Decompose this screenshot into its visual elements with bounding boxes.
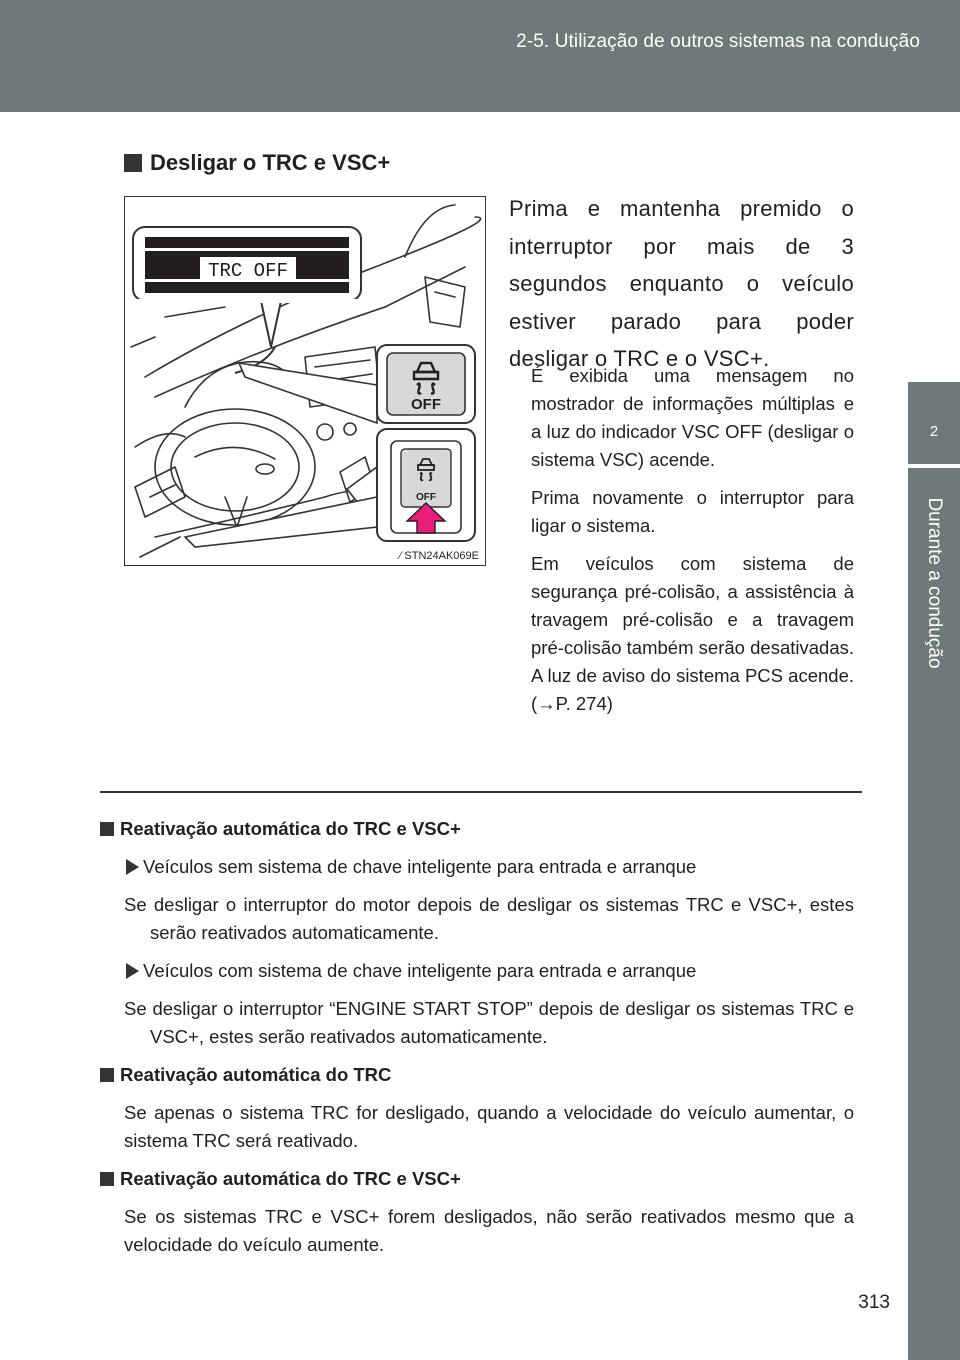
paragraph: Se os sistemas TRC e VSC+ forem desligados, não serão reativados mesmo que a velocidade do veículo aumente. [124,1206,854,1255]
display-callout [133,227,362,347]
section-title-text: Desligar o TRC e VSC+ [150,150,391,175]
main-instruction: Prima e mantenha premido o interruptor por mais de 3 segundos enquanto o veículo estiver parado para poder desligar o TRC e o VSC+. [509,196,854,371]
switch-callout-top [239,345,475,423]
switch-off-label: OFF [411,396,441,413]
note-item: Prima novamente o interruptor para ligar o sistema. [531,487,854,536]
note-item: É exibida uma mensagem no mostrador de informações múltiplas e a luz do indicador VSC OFF (desligar o sistema VSC) acende. [531,365,854,470]
chapter-label [908,468,960,698]
condition-line [100,853,854,881]
subheading-text: Reativação automática do TRC e VSC+ [120,818,461,839]
square-bullet-icon [124,154,142,172]
page-header [0,0,960,112]
note-item: Em veículos com sistema de segurança pré-colisão, a assistência à travagem pré-colisão e a travagem pré-colisão também serão desativadas. A luz de aviso do sistema PCS acende. (→P. 274) [531,553,854,714]
figure-caption-text: STN24AK069E [404,550,479,562]
supplementary-info [100,815,854,1259]
chapter-label-text: Durante a condução [924,497,945,669]
header-title: 2-5. Utilização de outros sistemas na condução [516,31,920,52]
condition-text: Veículos com sistema de chave inteligente para entrada e arranque [143,960,697,981]
figure-caption: ⁄ STN24AK069E [399,550,479,562]
notes-block [531,362,854,728]
switch-callout-bottom [185,429,475,547]
subheading [100,1165,854,1193]
paragraph: Se apenas o sistema TRC for desligado, quando a velocidade do veículo aumentar, o sistema TRC será reativado. [124,1102,854,1151]
dashboard-illustration [124,196,486,566]
trc-off-display-text: TRC OFF [208,260,288,282]
section-divider [100,791,862,793]
triangle-bullet-icon [126,963,139,979]
subheading [100,815,854,843]
square-bullet-icon [100,822,114,836]
condition-line [100,957,854,985]
subheading-text: Reativação automática do TRC [120,1064,392,1085]
chapter-number-tab: 2 [908,382,960,464]
subheading-text: Reativação automática do TRC e VSC+ [120,1168,461,1189]
square-bullet-icon [100,1068,114,1082]
condition-text: Veículos sem sistema de chave inteligente para entrada e arranque [143,856,697,877]
paragraph: Se desligar o interruptor do motor depois de desligar os sistemas TRC e VSC+, estes serão reativados automaticamente. [124,894,854,943]
page-number: 313 [858,1292,890,1313]
triangle-bullet-icon [126,859,139,875]
subheading [100,1061,854,1089]
paragraph: Se desligar o interruptor “ENGINE START STOP” depois de desligar os sistemas TRC e VSC+, estes serão reativados automaticamente. [124,998,854,1047]
section-title [124,150,390,176]
square-bullet-icon [100,1172,114,1186]
dashboard-drawing [125,197,486,566]
small-switch-off-label: OFF [416,492,436,503]
